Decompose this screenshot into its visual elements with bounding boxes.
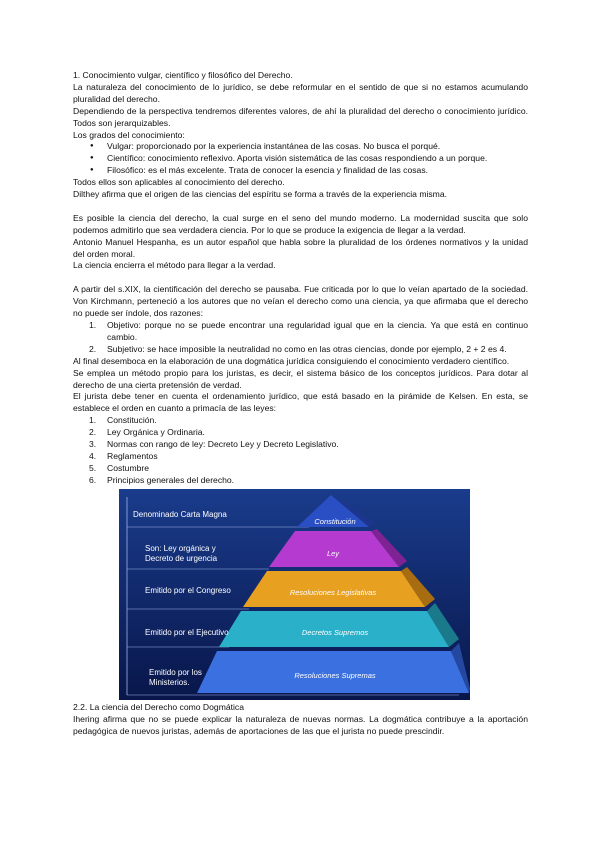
list-text: Objetivo: porque no se puede encontrar una regularidad igual que en la ciencia. Ya que está en continuo cambio. bbox=[107, 320, 528, 342]
paragraph: Se emplea un método propio para los juristas, es decir, el sistema básico de los conceptos jurídicos. Para dotar al derecho de una cierta pretensión de verdad. bbox=[73, 367, 528, 390]
level-label: Resoluciones Supremas bbox=[294, 670, 376, 680]
document-page bbox=[73, 70, 528, 737]
list-number: 5. bbox=[89, 462, 97, 473]
list-item bbox=[73, 427, 528, 439]
laws-list bbox=[73, 415, 528, 486]
level-label: Resoluciones Legislativas bbox=[289, 587, 377, 597]
paragraph: Antonio Manuel Hespanha, es un autor español que habla sobre la pluralidad de los órdenes normativos y la unidad del orden moral. bbox=[73, 236, 528, 259]
left-label: Emitido por el Ejecutivo bbox=[145, 627, 229, 637]
list-item bbox=[73, 415, 528, 427]
paragraph: Es posible la ciencia del derecho, la cual surge en el seno del mundo moderno. La modernidad suscita que solo podemos admitirlo que sea verdadera ciencia. Por lo que se produce la exigencia de llegar a la verdad. bbox=[73, 212, 528, 235]
list-text: Reglamentos bbox=[107, 450, 158, 461]
left-label: Emitido por los bbox=[149, 667, 202, 677]
list-item bbox=[73, 439, 528, 451]
section-heading: 1. Conocimiento vulgar, científico y filosófico del Derecho. bbox=[73, 70, 293, 80]
list-item bbox=[73, 463, 528, 475]
paragraph: Los grados del conocimiento: bbox=[73, 129, 185, 140]
list-number: 4. bbox=[89, 450, 97, 461]
list-text: Subjetivo: se hace imposible la neutralidad no como en las otras ciencias, donde por ejemplo, 2 + 2 es 4. bbox=[107, 343, 507, 354]
paragraph: A partir del s.XIX, la cientificación del derecho se pausaba. Fue criticada por lo que lo veían apartado de la sociedad. Von Kirchmann, perteneció a los autores que no veían el derecho como una ciencia, ya que afirmaba que el derecho no puede ser índole, dos razones: bbox=[73, 284, 528, 319]
list-number: 1. bbox=[89, 415, 97, 426]
list-number: 2. bbox=[89, 343, 97, 354]
left-label: Son: Ley orgánica y bbox=[145, 543, 216, 553]
level-label: Decretos Supremos bbox=[301, 627, 369, 637]
paragraph: Dilthey afirma que el origen de las ciencias del espíritu se forma a través de la experiencia misma. bbox=[73, 189, 448, 200]
left-label: Denominado Carta Magna bbox=[133, 509, 227, 519]
list-text: Ley Orgánica y Ordinaria. bbox=[107, 427, 205, 438]
section-heading: 2.2. La ciencia del Derecho como Dogmática bbox=[73, 701, 245, 712]
list-text: Normas con rango de ley: Decreto Ley y Decreto Legislativo. bbox=[107, 439, 339, 450]
left-label: Emitido por el Congreso bbox=[145, 585, 231, 595]
paragraph: Al final desemboca en la elaboración de una dogmática jurídica consiguiendo el conocimiento verdadero científico. bbox=[73, 355, 510, 366]
list-number: 1. bbox=[89, 320, 97, 330]
list-item bbox=[73, 320, 528, 344]
paragraph: Ihering afirma que no se puede explicar la naturaleza de nuevas normas. La dogmática contribuye a la aportación pedagógica de nuevos juristas, además de aportaciones de las que el jurista no puede prescindir. bbox=[73, 713, 528, 736]
list-item bbox=[73, 344, 528, 356]
list-number: 6. bbox=[89, 474, 97, 485]
kelsen-pyramid-diagram bbox=[119, 489, 470, 700]
left-label: Ministerios. bbox=[149, 677, 190, 687]
list-text: Costumbre bbox=[107, 462, 150, 473]
paragraph: Dependiendo de la perspectiva tendremos diferentes valores, de ahí la pluralidad del derecho o conocimiento jurídico. Todos son jerarquizables. bbox=[73, 105, 528, 128]
level-label: Constitución bbox=[314, 516, 356, 526]
list-item: ● Vulgar: proporcionado por la experiencia instantánea de las cosas. No busca el porqué. bbox=[73, 141, 528, 153]
list-number: 2. bbox=[89, 427, 97, 438]
list-item: ● Científico: conocimiento reflexivo. Aporta visión sistemática de las cosas respondiendo a un porque. bbox=[73, 153, 528, 165]
left-label: Decreto de urgencia bbox=[145, 553, 218, 563]
paragraph: El jurista debe tener en cuenta el ordenamiento jurídico, que está basado en la pirámide de Kelsen. En esta, se establece el orden en cuanto a primacía de las leyes: bbox=[73, 391, 528, 414]
paragraph: La naturaleza del conocimiento de lo jurídico, se debe reformular en el sentido de que si no estamos acumulando pluralidad del derecho. bbox=[73, 81, 528, 104]
list-text: Constitución. bbox=[107, 415, 157, 426]
paragraph: Todos ellos son aplicables al conocimiento del derecho. bbox=[73, 177, 285, 188]
paragraph: La ciencia encierra el método para llegar a la verdad. bbox=[73, 260, 276, 271]
list-item bbox=[73, 475, 528, 487]
list-item: ● Filosófico: es el más excelente. Trata de conocer la esencia y finalidad de las cosas. bbox=[73, 165, 528, 177]
list-item bbox=[73, 451, 528, 463]
list-text: Principios generales del derecho. bbox=[107, 474, 235, 485]
kelsen-pyramid-figure bbox=[119, 489, 470, 700]
reasons-list bbox=[73, 320, 528, 356]
list-number: 3. bbox=[89, 439, 97, 450]
knowledge-grades-list bbox=[73, 141, 528, 177]
level-label: Ley bbox=[326, 548, 340, 558]
